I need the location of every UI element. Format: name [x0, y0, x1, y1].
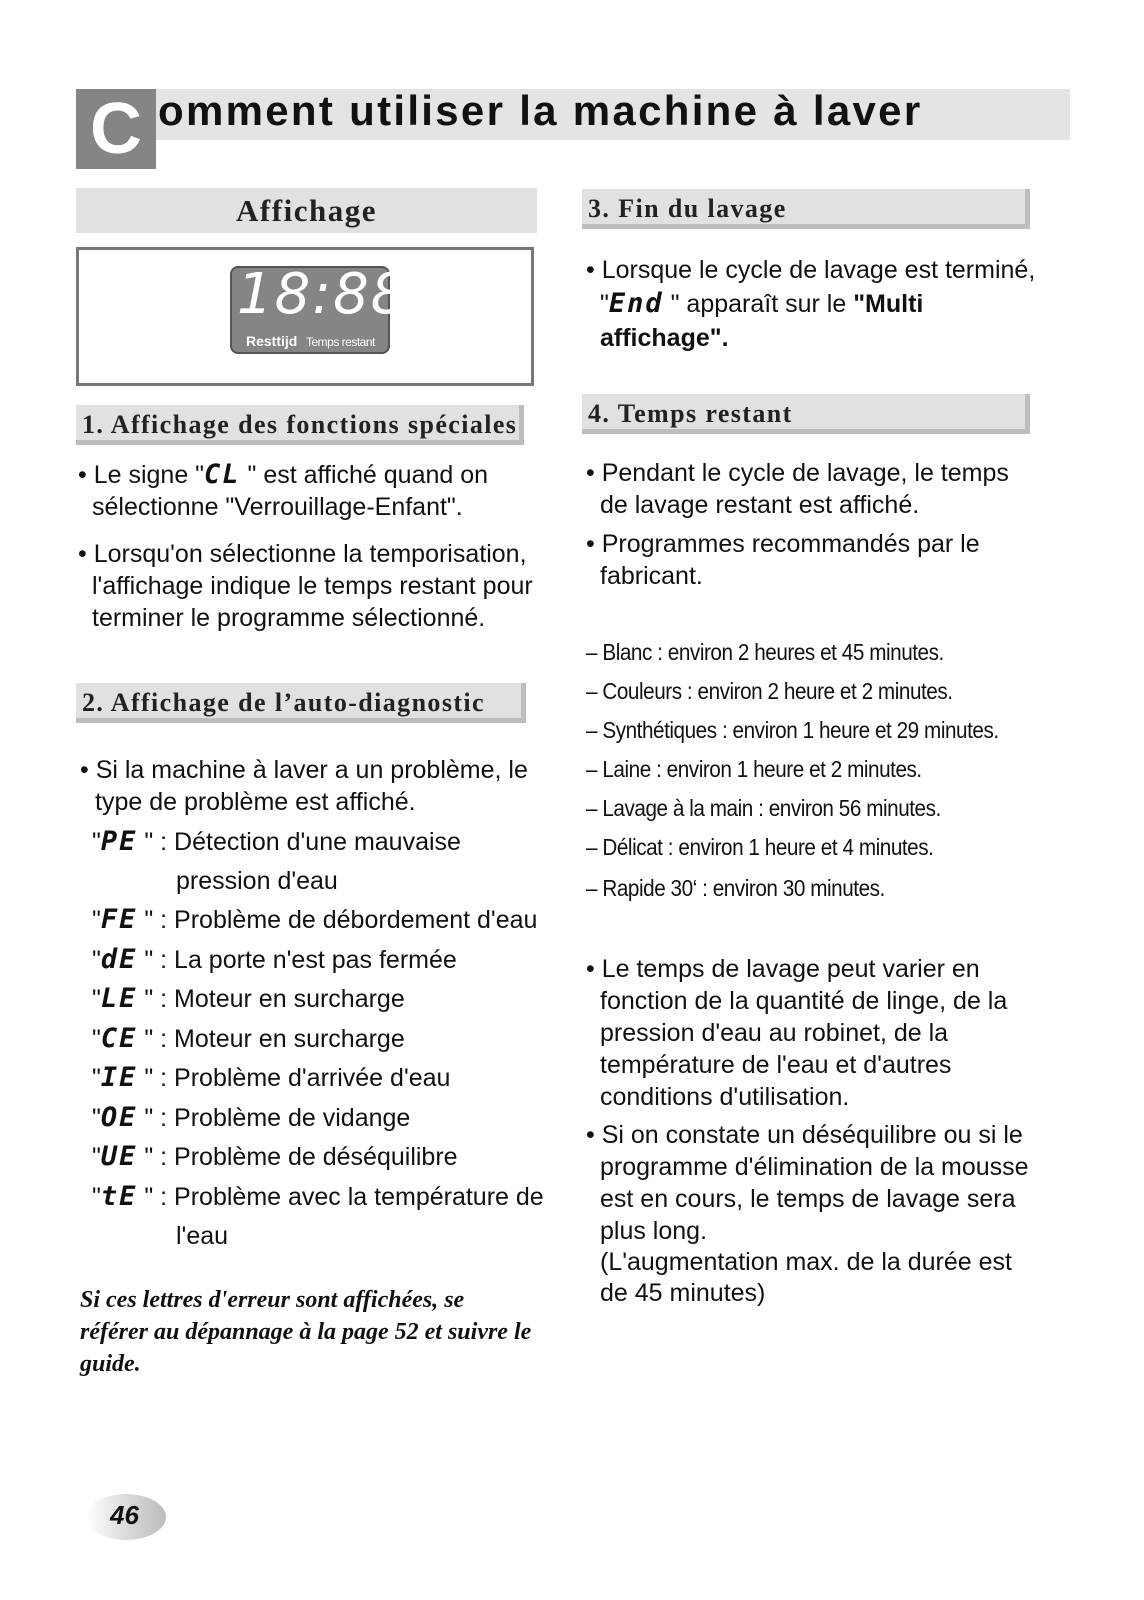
affichage-heading: Affichage — [76, 188, 537, 233]
section4-bullet3-line: conditions d'utilisation. — [600, 1083, 850, 1111]
section3-line2: "End " apparaît sur le "Multi — [600, 288, 924, 319]
error-row: "PE " : Détection d'une mauvaise — [92, 826, 461, 857]
section4-bullet4-line: plus long. — [600, 1217, 708, 1245]
section3-line1: • Lorsque le cycle de lavage est terminé, — [586, 256, 1036, 284]
duration-item: – Couleurs : environ 2 heure et 2 minutes. — [586, 678, 953, 704]
section4-bullet1-line2: de lavage restant est affiché. — [600, 491, 920, 519]
error-note-line1: Si ces lettres d'erreur sont affichées, se — [80, 1287, 465, 1313]
error-code: UE — [100, 1141, 138, 1172]
page-title: omment utiliser la machine à laver — [158, 87, 923, 134]
lcd-label-temps-restant: Temps restant — [306, 335, 375, 349]
section4-bullet4-line: (L'augmentation max. de la durée est — [600, 1248, 1012, 1276]
section1-bullet2-line3: terminer le programme sélectionné. — [92, 604, 486, 632]
error-code: FE — [100, 904, 138, 935]
lcd-digits: 18:88 — [237, 262, 409, 327]
duration-item: – Lavage à la main : environ 56 minutes. — [586, 795, 941, 821]
duration-item: – Rapide 30‘ : environ 30 minutes. — [586, 875, 885, 901]
section1-bullet2-line2: l'affichage indique le temps restant pour — [92, 572, 533, 600]
section4-bullet1-line1: • Pendant le cycle de lavage, le temps — [586, 459, 1009, 487]
error-code: OE — [100, 1102, 138, 1133]
error-row: "FE " : Problème de débordement d'eau — [92, 904, 538, 935]
code-end: End — [608, 288, 664, 319]
error-code: IE — [100, 1062, 138, 1093]
error-row-desc-cont: pression d'eau — [176, 867, 338, 895]
code-cl: CL — [204, 459, 241, 490]
error-row: "IE " : Problème d'arrivée d'eau — [92, 1062, 451, 1093]
error-code: LE — [100, 983, 138, 1014]
error-note-line3: guide. — [80, 1351, 141, 1377]
section4-bullet4-line: • Si on constate un déséquilibre ou si le — [586, 1121, 1023, 1149]
section1-bullet2-line1: • Lorsqu'on sélectionne la temporisation, — [78, 540, 527, 568]
error-note-line2: référer au dépannage à la page 52 et suivre le — [80, 1319, 532, 1345]
section2-intro-line1: • Si la machine à laver a un problème, le — [80, 756, 528, 784]
error-code: dE — [100, 944, 138, 975]
section3-line3: affichage". — [600, 324, 729, 352]
duration-item: – Synthétiques : environ 1 heure et 29 minutes. — [586, 717, 999, 743]
error-code: tE — [100, 1181, 138, 1212]
error-row: "UE " : Problème de déséquilibre — [92, 1141, 458, 1172]
error-code: CE — [100, 1023, 138, 1054]
section4-bullet4-line: programme d'élimination de la mousse — [600, 1153, 1029, 1181]
error-row: "tE " : Problème avec la température de — [92, 1181, 544, 1212]
section4-bullet4-line: est en cours, le temps de lavage sera — [600, 1185, 1016, 1213]
error-row: "OE " : Problème de vidange — [92, 1102, 411, 1133]
section4-bullet3-line: • Le temps de lavage peut varier en — [586, 955, 980, 983]
section4-bullet4-line: de 45 minutes) — [600, 1279, 766, 1307]
section1-bullet1-line1: • Le signe "CL " est affiché quand on — [78, 459, 489, 490]
error-row: "CE " : Moteur en surcharge — [92, 1023, 405, 1054]
page-number: 46 — [110, 1500, 139, 1530]
section4-bullet3-line: fonction de la quantité de linge, de la — [600, 987, 1008, 1015]
section2-intro-line2: type de problème est affiché. — [95, 788, 416, 816]
error-row: "LE " : Moteur en surcharge — [92, 983, 405, 1014]
section4-bullet2-line2: fabricant. — [600, 562, 703, 590]
error-row: "dE " : La porte n'est pas fermée — [92, 944, 457, 975]
section4-bullet3-line: température de l'eau et d'autres — [600, 1051, 952, 1079]
lcd-label-resttijd: Resttijd — [246, 333, 298, 349]
section1-heading: 1. Affichage des fonctions spéciales — [76, 405, 524, 445]
section1-bullet1-line2: sélectionne "Verrouillage-Enfant". — [92, 493, 463, 521]
duration-item: – Laine : environ 1 heure et 2 minutes. — [586, 756, 922, 782]
title-initial: C — [76, 89, 156, 169]
section4-heading: 4. Temps restant — [582, 394, 1030, 434]
error-code: PE — [100, 826, 138, 857]
duration-item: – Délicat : environ 1 heure et 4 minutes. — [586, 834, 934, 860]
section4-bullet2-line1: • Programmes recommandés par le — [586, 530, 980, 558]
duration-item: – Blanc : environ 2 heures et 45 minutes. — [586, 639, 944, 665]
section3-heading: 3. Fin du lavage — [582, 189, 1030, 229]
section4-bullet3-line: pression d'eau au robinet, de la — [600, 1019, 949, 1047]
section2-heading: 2. Affichage de l’auto-diagnostic — [76, 683, 526, 723]
error-row-desc-cont: l'eau — [176, 1222, 229, 1250]
